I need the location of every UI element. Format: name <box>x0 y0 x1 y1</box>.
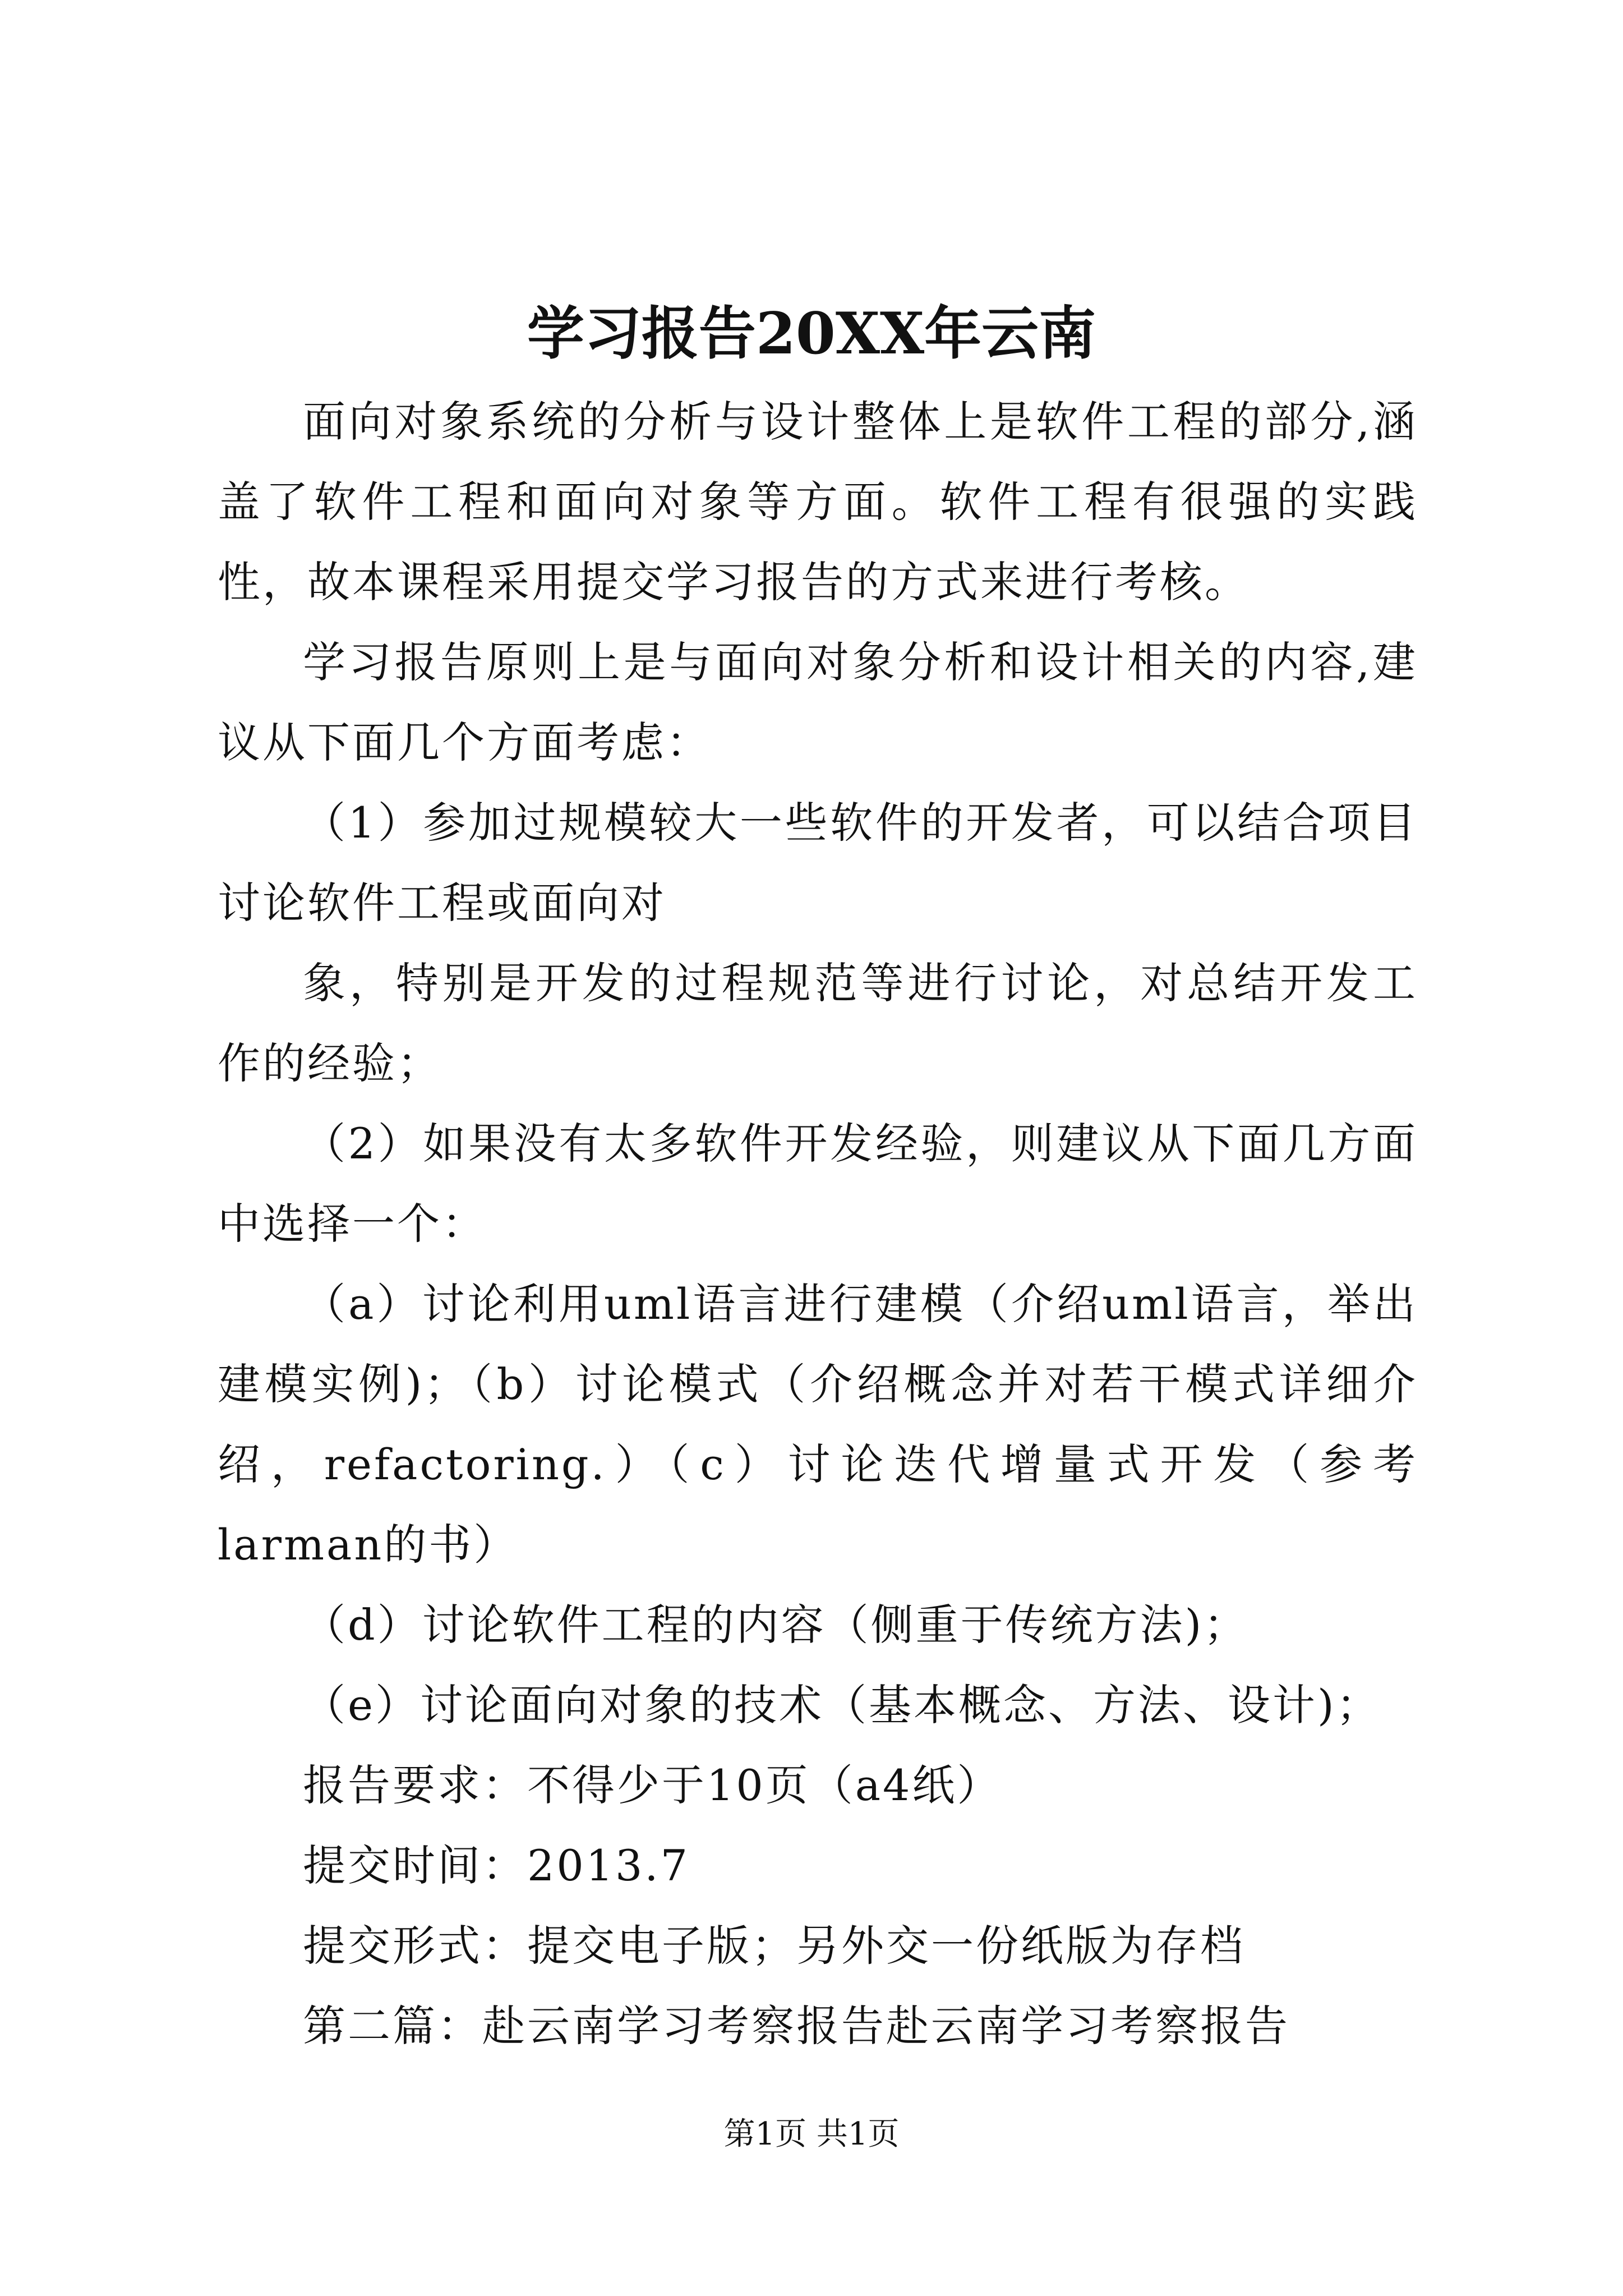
paragraph-options-abc: （a）讨论利用uml语言进行建模（介绍uml语言，举出建模实例)；（b）讨论模式（介绍概念并对若干模式详细介绍，refactoring.）（c）讨论迭代增量式开发（参考larman的书） <box>218 1279 1418 1570</box>
paragraph-requirement: 报告要求：不得少于10页（a4纸） <box>303 1760 1002 1810</box>
paragraph-option-d: （d）讨论软件工程的内容（侧重于传统方法)； <box>303 1600 1249 1650</box>
page-footer: 第1页 共1页 <box>723 2116 900 2152</box>
paragraph-submit-time: 提交时间：2013.7 <box>303 1841 690 1890</box>
paragraph-principle: 学习报告原则上是与面向对象分析和设计相关的内容,建议从下面几个方面考虑： <box>218 637 1418 767</box>
paragraph-option-e: （e）讨论面向对象的技术（基本概念、方法、设计)； <box>303 1680 1381 1730</box>
document-title: 学习报告20XX年云南 <box>527 300 1096 367</box>
paragraph-intro: 面向对象系统的分析与设计整体上是软件工程的部分,涵盖了软件工程和面向对象等方面。软件工程有很强的实践性，故本课程采用提交学习报告的方式来进行考核。 <box>218 397 1418 607</box>
paragraph-submit-form: 提交形式：提交电子版；另外交一份纸版为存档 <box>303 1921 1245 1971</box>
document-body <box>218 381 1418 2066</box>
paragraph-item-2: （2）如果没有太多软件开发经验，则建议从下面几方面中选择一个： <box>218 1119 1418 1249</box>
paragraph-second-article: 第二篇：赴云南学习考察报告赴云南学习考察报告 <box>303 2001 1290 2051</box>
paragraph-item-1: （1）参加过规模较大一些软件的开发者，可以结合项目讨论软件工程或面向对 <box>218 798 1418 928</box>
paragraph-item-1-continued: 象，特别是开发的过程规范等进行讨论，对总结开发工作的经验； <box>218 958 1418 1088</box>
